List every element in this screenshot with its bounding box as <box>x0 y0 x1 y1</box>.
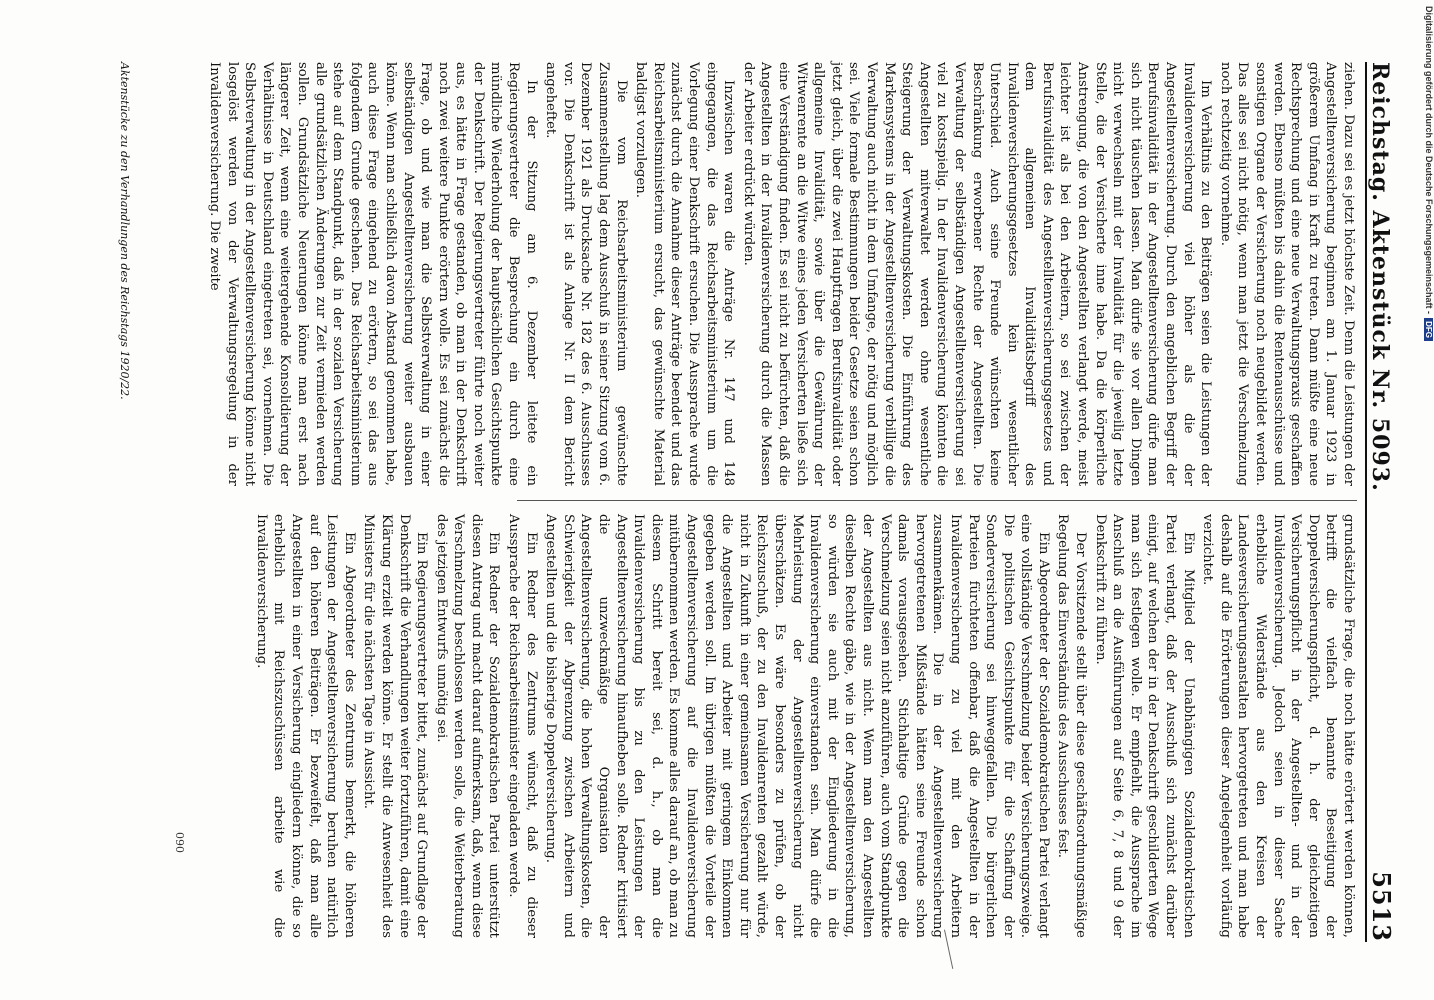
paragraph: Inzwischen waren die Anträge Nr. 147 und 148 eingegangen, die das Reichsarbeitsministerium um die Vorlegung einer Denkschrift ersuchen. Die Aussprache wurde zunächst durch die Annahme dieser Anträge beendet und das Reichsarbeitsministerium ersucht, das gewünschte Material baldigst vorzulegen. <box>633 62 737 486</box>
page-number: 5513 <box>1367 871 1396 942</box>
right-column <box>250 514 1357 938</box>
dfg-credit <box>1424 6 1434 990</box>
dfg-credit-text: Digitalisierung gefördert durch die Deutsche Forschungsgemeinschaft - <box>1424 6 1434 315</box>
paragraph: grundsätzliche Frage, die noch hätte erörtert werden können, betrifft die vielfach benannte Beseitigung der Doppelversicherungspflicht, d. h. der gleichzeitigen Versicherungspflicht in der Angestellten- und in der Invalidenversicherung. Jedoch seien in dieser Sache erhebliche Widerstände aus den Kreisen der Landesversicherungsanstalten hervorgetreten und man habe deshalb auf die Erörterungen dieser Angelegenheit vorläufig verzichtet. <box>1200 514 1356 938</box>
left-column <box>203 62 1357 486</box>
column-divider <box>517 500 1357 501</box>
paragraph: In der Sitzung am 6. Dezember leitete ein Regierungsvertreter die Besprechung ein durch eine mündliche Wiederholung der hauptsächlichen Gesichtspunkte der Denkschrift. Der Regierungsvertreter führte noch weiter aus, es hätte in Frage gestanden, ob man in der Denkschrift noch zwei weitere Punkte erörtern wolle. Es sei zunächst die Frage, ob und wie man die Selbstverwaltung in einer selbständigen Angestelltenversicherung weiter ausbauen könne. Wenn man schließlich davon Abstand genommen habe, auch diese Frage eingehend zu erörtern, so sei das aus folgendem Grunde geschehen. Das Reichsarbeitsministerium stehe auf dem Standpunkt, daß in der sozialen Versicherung alle grundsätzlichen Änderungen zur Zeit vermieden werden sollen. Grundsätzliche Neuerungen könne man erst nach längerer Zeit, wenn eine weitergehende Konsolidierung der Verhältnisse in Deutschland eingetreten sei, vornehmen. Die Selbstverwaltung in der Angestelltenversicherung könne nicht losgelöst werden von der Verwaltungsregelung in der Invalidenversicherung. Die zweite <box>207 62 539 486</box>
paragraph: Die vom Reichsarbeitsministerium gewünschte Zusammenstellung lag dem Ausschuß in seiner Sitzung vom 6. Dezember 1921 als Drucksache Nr. 182 des 6. Ausschusses vor. Die Denkschrift ist als Anlage Nr. II dem Bericht angeheftet. <box>543 62 629 486</box>
paragraph: Ein Abgeordneter der Sozialdemokratischen Partei verlangt eine vollständige Verschmelzung beider Versicherungszweige. Die politischen Gesichtspunkte für die Schaffung der Sonderversicherung sei hinweggefallen. Die bürgerlichen Parteien fürchteten offenbar, daß die Angestellten in der Invalidenversicherung zu viel mit den Arbeitern zusammenkämen. Die in der Angestelltenversicherung hervorgetretenen Mißstände hätten seine Freunde schon damals vorausgesehen. Stichhaltige Gründe gegen die Verschmelzung seien nicht anzuführen, auch vom Standpunkte der Angestellten aus nicht. Wenn man den Angestellten dieselben Rechte gäbe, wie in der Angestelltenversicherung, so würden sie auch mit der Eingliederung in die Invalidenversicherung einverstanden sein. Man dürfe die Mehrleistung der Angestelltenversicherung nicht überschätzen. Es wäre besonders zu prüfen, ob der Reichszuschuß, der zu den Invalidenrenten gezahlt würde, nicht in Zukunft in einer gemeinsamen Versicherung nur für die Angestellten und Arbeiter mit geringem Einkommen gegeben werden soll. Im übrigen müßten die Vorteile der Angestelltenversicherung auf die Invalidenversicherung mitübernommen werden. Es komme alles darauf an, ob man zu diesem Schritt bereit sei, d. h., ob man die Invalidenversicherung bis zu den Leistungen der Angestelltenversicherung hinaufheben solle. Redner kritisiert die unzweckmäßige Organisation der Angestelltenversicherung, die hohen Verwaltungskosten, die Schwierigkeit der Abgrenzung zwischen Arbeitern und Angestellten und die bisherige Doppelversicherung. <box>543 514 1051 938</box>
paragraph: Ein Redner der Sozialdemokratischen Partei unterstützt diesen Antrag und macht darauf aufmerksam, daß, wenn diese Verschmelzung beschlossen werden solle, die Weiterberatung des jetzigen Entwurfs unnötig sei. <box>433 514 502 938</box>
paragraph: Der Vorsitzende stellt über diese geschäftsordnungsmäßige Regelung das Einverständnis des Ausschusses fest. <box>1055 514 1089 938</box>
footnote: Aktenstücke zu den Verhandlungen des Reichstags 1920/22. <box>118 62 131 400</box>
dfg-logo: DFG <box>1424 318 1433 341</box>
rotated-document <box>91 62 1401 942</box>
paragraph: Ein Mitglied der Unabhängigen Sozialdemokratischen Partei verlangt, daß der Ausschuß sich zunächst darüber einigt, auf welchen der in der Denkschrift geschilderten Wege man sich festlegen wolle. Er empfiehlt, die Aussprache im Anschluß an die Ausführungen auf Seite 6, 7, 8 und 9 der Denkschrift zu führen. <box>1092 514 1196 938</box>
folio-mark: 090 <box>173 832 186 853</box>
paragraph: ziehen. Dazu sei es jetzt höchste Zeit. Denn die Leistungen der Angestelltenversicherung beginnen am 1. Januar 1923 in größerem Umfang in Kraft zu treten. Dann müßte eine neue Rechtsprechung und eine neue Verwaltungspraxis geschaffen werden. Ebenso müßten bis dahin die Rentenausschüsse und sonstigen Organe der Versicherung noch neugebildet werden. Das alles sei nicht nötig, wenn man jetzt die Verschmelzung noch rechtzeitig vornehme. <box>1217 62 1356 486</box>
paragraph: Ein Redner des Zentrums wünscht, daß zu dieser Aussprache der Reichsarbeitsminister eingeladen werde. <box>506 514 539 938</box>
paragraph: Im Verhältnis zu den Beiträgen seien die Leistungen der Invalidenversicherung viel höher als die der Angestelltenversicherung. Durch den angeblichen Begriff der Berufsinvalidität in der Angestelltenversicherung dürfe man sich nicht täuschen lassen. Man dürfe sie vor allen Dingen nicht verwechseln mit der Invalidität für die jeweilig letzte Stelle, die der Versicherte inne habe. Da die körperliche Anstrengung, die von den Angestellten verlangt werde, meist leichter ist als bei den Arbeitern, so sei zwischen der Berufsinvalidität des Angestelltenversicherungsgesetzes und dem allgemeinen Invaliditätsbegriff des Invalidenversicherungsgesetzes kein wesentlicher Unterschied. Auch seine Freunde wünschten keine Beschränkung erworbener Rechte der Angestellten. Die Verwaltung der selbständigen Angestelltenversicherung sei viel zu kostspielig. In der Invalidenversicherung könnten die Angestellten mitverwaltet werden ohne wesentliche Steigerung der Verwaltungskosten. Die Einführung des Markensystems in der Angestelltenversicherung verbillige die Verwaltung auch nicht in dem Umfange, der nötig und möglich sei. Viele formale Bestimmungen beider Gesetze seien schon jetzt gleich, über die zwei Hauptfragen Berufsinvalidität oder allgemeine Invalidität, sowie über die Gewährung der Witwenrente an die Witwe eines jeden Versicherten ließe sich eine Verständigung finden. Es sei nicht zu befürchten, daß die Angestellten in der Invalidenversicherung durch die Massen der Arbeiter erdrückt würden. <box>740 62 1214 486</box>
paragraph: Ein Abgeordneter des Zentrums bemerkt, die höheren Leistungen der Angestelltenversicherung beruhen natürlich auf den höheren Beiträgen. Er bezweifelt, daß man alle Angestellten in einer Versicherung eingliedern könne, die so erheblich mit Reichszuschüssen arbeite wie die Invalidenversicherung. <box>253 514 357 938</box>
header-title: Reichstag. Aktenstück Nr. 5093. <box>1367 62 1393 492</box>
paragraph: Ein Regierungsvertreter bittet, zunächst auf Grundlage der Denkschrift die Verhandlungen weiter fortzuführen, damit eine Klärung erzielt werden könne. Er stellt die Anwesenheit des Ministers für die nächsten Tage in Aussicht. <box>361 514 430 938</box>
page-header <box>1365 62 1401 942</box>
